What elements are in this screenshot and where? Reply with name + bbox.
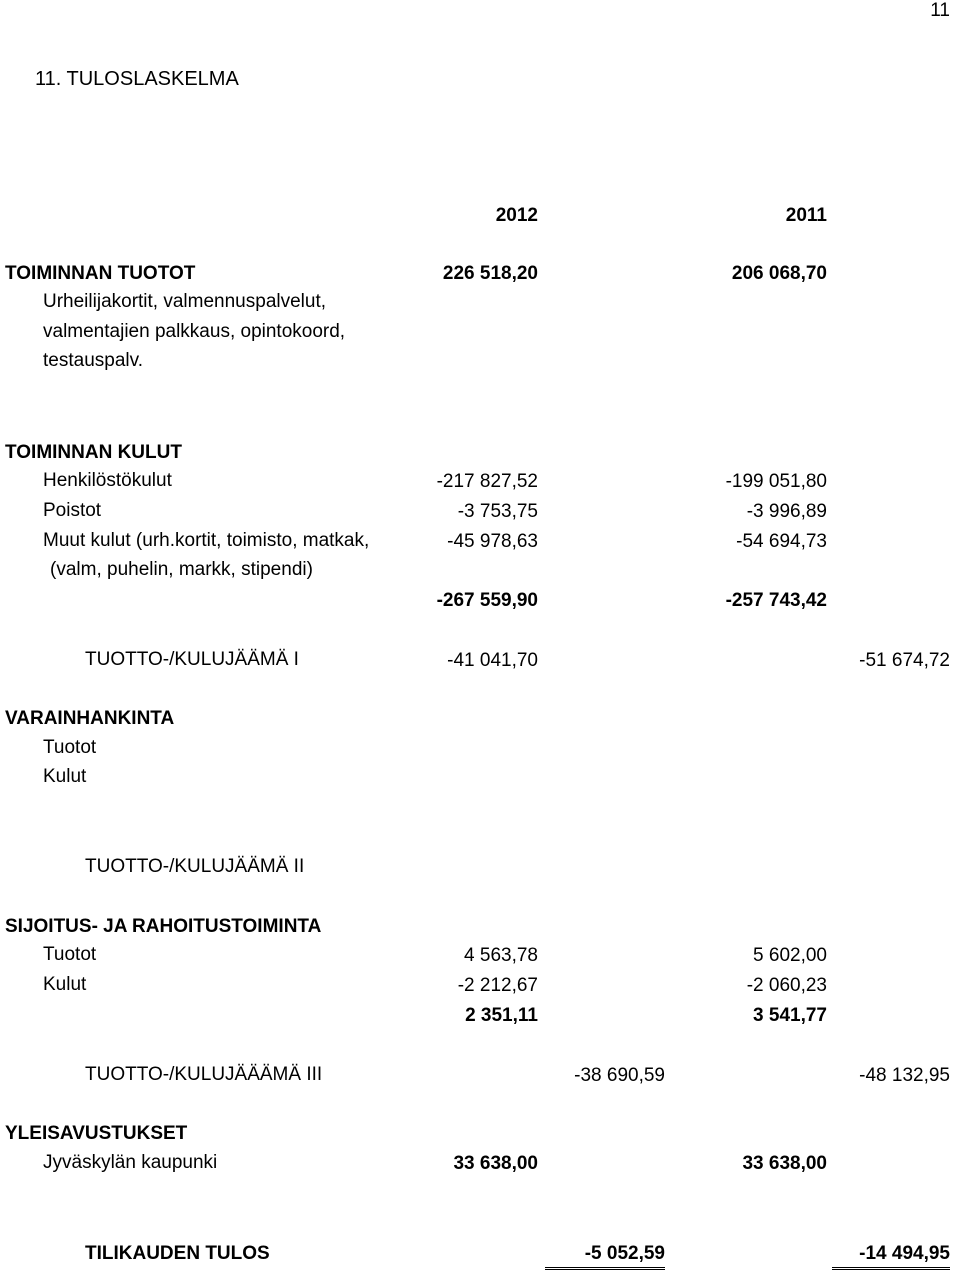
jyvaskyla-2011: 33 638,00 — [742, 1153, 827, 1174]
jaama-1-label: TUOTTO-/KULUJÄÄMÄ I — [85, 649, 299, 670]
section-title: 11. TULOSLASKELMA — [35, 68, 239, 90]
tilikauden-tulos-2012-cell — [545, 1243, 665, 1270]
jyvaskyla-2012: 33 638,00 — [453, 1153, 538, 1174]
muut-kulut-2012: -45 978,63 — [447, 531, 538, 552]
henkilostokulut-2011: -199 051,80 — [725, 471, 827, 492]
sijoitus-tuotot-label: Tuotot — [43, 944, 97, 965]
henkilostokulut-label: Henkilöstökulut — [43, 470, 172, 491]
sijoitus-kulut-2012: -2 212,67 — [457, 975, 538, 996]
muut-kulut-continuation: (valm, puhelin, markk, stipendi) — [50, 559, 313, 580]
year-header-2011: 2011 — [785, 205, 827, 226]
tilikauden-tulos-2011: -14 494,95 — [859, 1243, 950, 1264]
toiminnan-tuotot-2011: 206 068,70 — [731, 263, 827, 284]
sijoitus-tuotot-2011: 5 602,00 — [753, 945, 827, 966]
toiminnan-tuotot-desc-2: valmentajien palkkaus, opintokoord, — [43, 321, 346, 342]
poistot-label: Poistot — [43, 500, 102, 521]
tilikauden-tulos-2012: -5 052,59 — [584, 1243, 665, 1264]
jaama-3-label: TUOTTO-/KULUJÄÄÄMÄ III — [85, 1064, 323, 1085]
toiminnan-kulut-total-2012: -267 559,90 — [436, 590, 538, 611]
muut-kulut-2011: -54 694,73 — [736, 531, 827, 552]
toiminnan-kulut-label: TOIMINNAN KULUT — [5, 442, 182, 463]
sijoitus-kulut-2011: -2 060,23 — [746, 975, 827, 996]
jyvaskyla-label: Jyväskylän kaupunki — [43, 1152, 218, 1173]
sijoitus-kulut-label: Kulut — [43, 974, 87, 995]
jaama-1-2012: -41 041,70 — [447, 650, 538, 671]
toiminnan-tuotot-2012: 226 518,20 — [442, 263, 538, 284]
muut-kulut-label: Muut kulut (urh.kortit, toimisto, matkak, — [43, 530, 370, 551]
year-header-2012: 2012 — [495, 205, 538, 226]
tilikauden-tulos-2011-cell — [832, 1243, 950, 1270]
poistot-2011: -3 996,89 — [746, 501, 827, 522]
sijoitus-label: SIJOITUS- JA RAHOITUSTOIMINTA — [5, 916, 322, 937]
toiminnan-kulut-total-2011: -257 743,42 — [725, 590, 827, 611]
tilikauden-tulos-label: TILIKAUDEN TULOS — [85, 1243, 270, 1264]
sijoitus-tuotot-2012: 4 563,78 — [464, 945, 538, 966]
toiminnan-tuotot-desc-3: testauspalv. — [43, 350, 143, 371]
varainhankinta-label: VARAINHANKINTA — [5, 708, 175, 729]
henkilostokulut-2012: -217 827,52 — [436, 471, 538, 492]
sijoitus-total-2012: 2 351,11 — [465, 1005, 538, 1026]
toiminnan-tuotot-desc-1: Urheilijakortit, valmennuspalvelut, — [43, 291, 327, 312]
toiminnan-tuotot-label: TOIMINNAN TUOTOT — [5, 263, 196, 284]
jaama-3-2012: -38 690,59 — [574, 1065, 665, 1086]
jaama-1-2011: -51 674,72 — [859, 650, 950, 671]
yleisavustukset-label: YLEISAVUSTUKSET — [5, 1123, 188, 1144]
poistot-2012: -3 753,75 — [457, 501, 538, 522]
varainhankinta-kulut: Kulut — [43, 766, 87, 787]
jaama-2-label: TUOTTO-/KULUJÄÄMÄ II — [85, 856, 305, 877]
jaama-3-2011: -48 132,95 — [859, 1065, 950, 1086]
varainhankinta-tuotot: Tuotot — [43, 737, 97, 758]
sijoitus-total-2011: 3 541,77 — [753, 1005, 827, 1026]
page-number: 11 — [930, 0, 950, 21]
